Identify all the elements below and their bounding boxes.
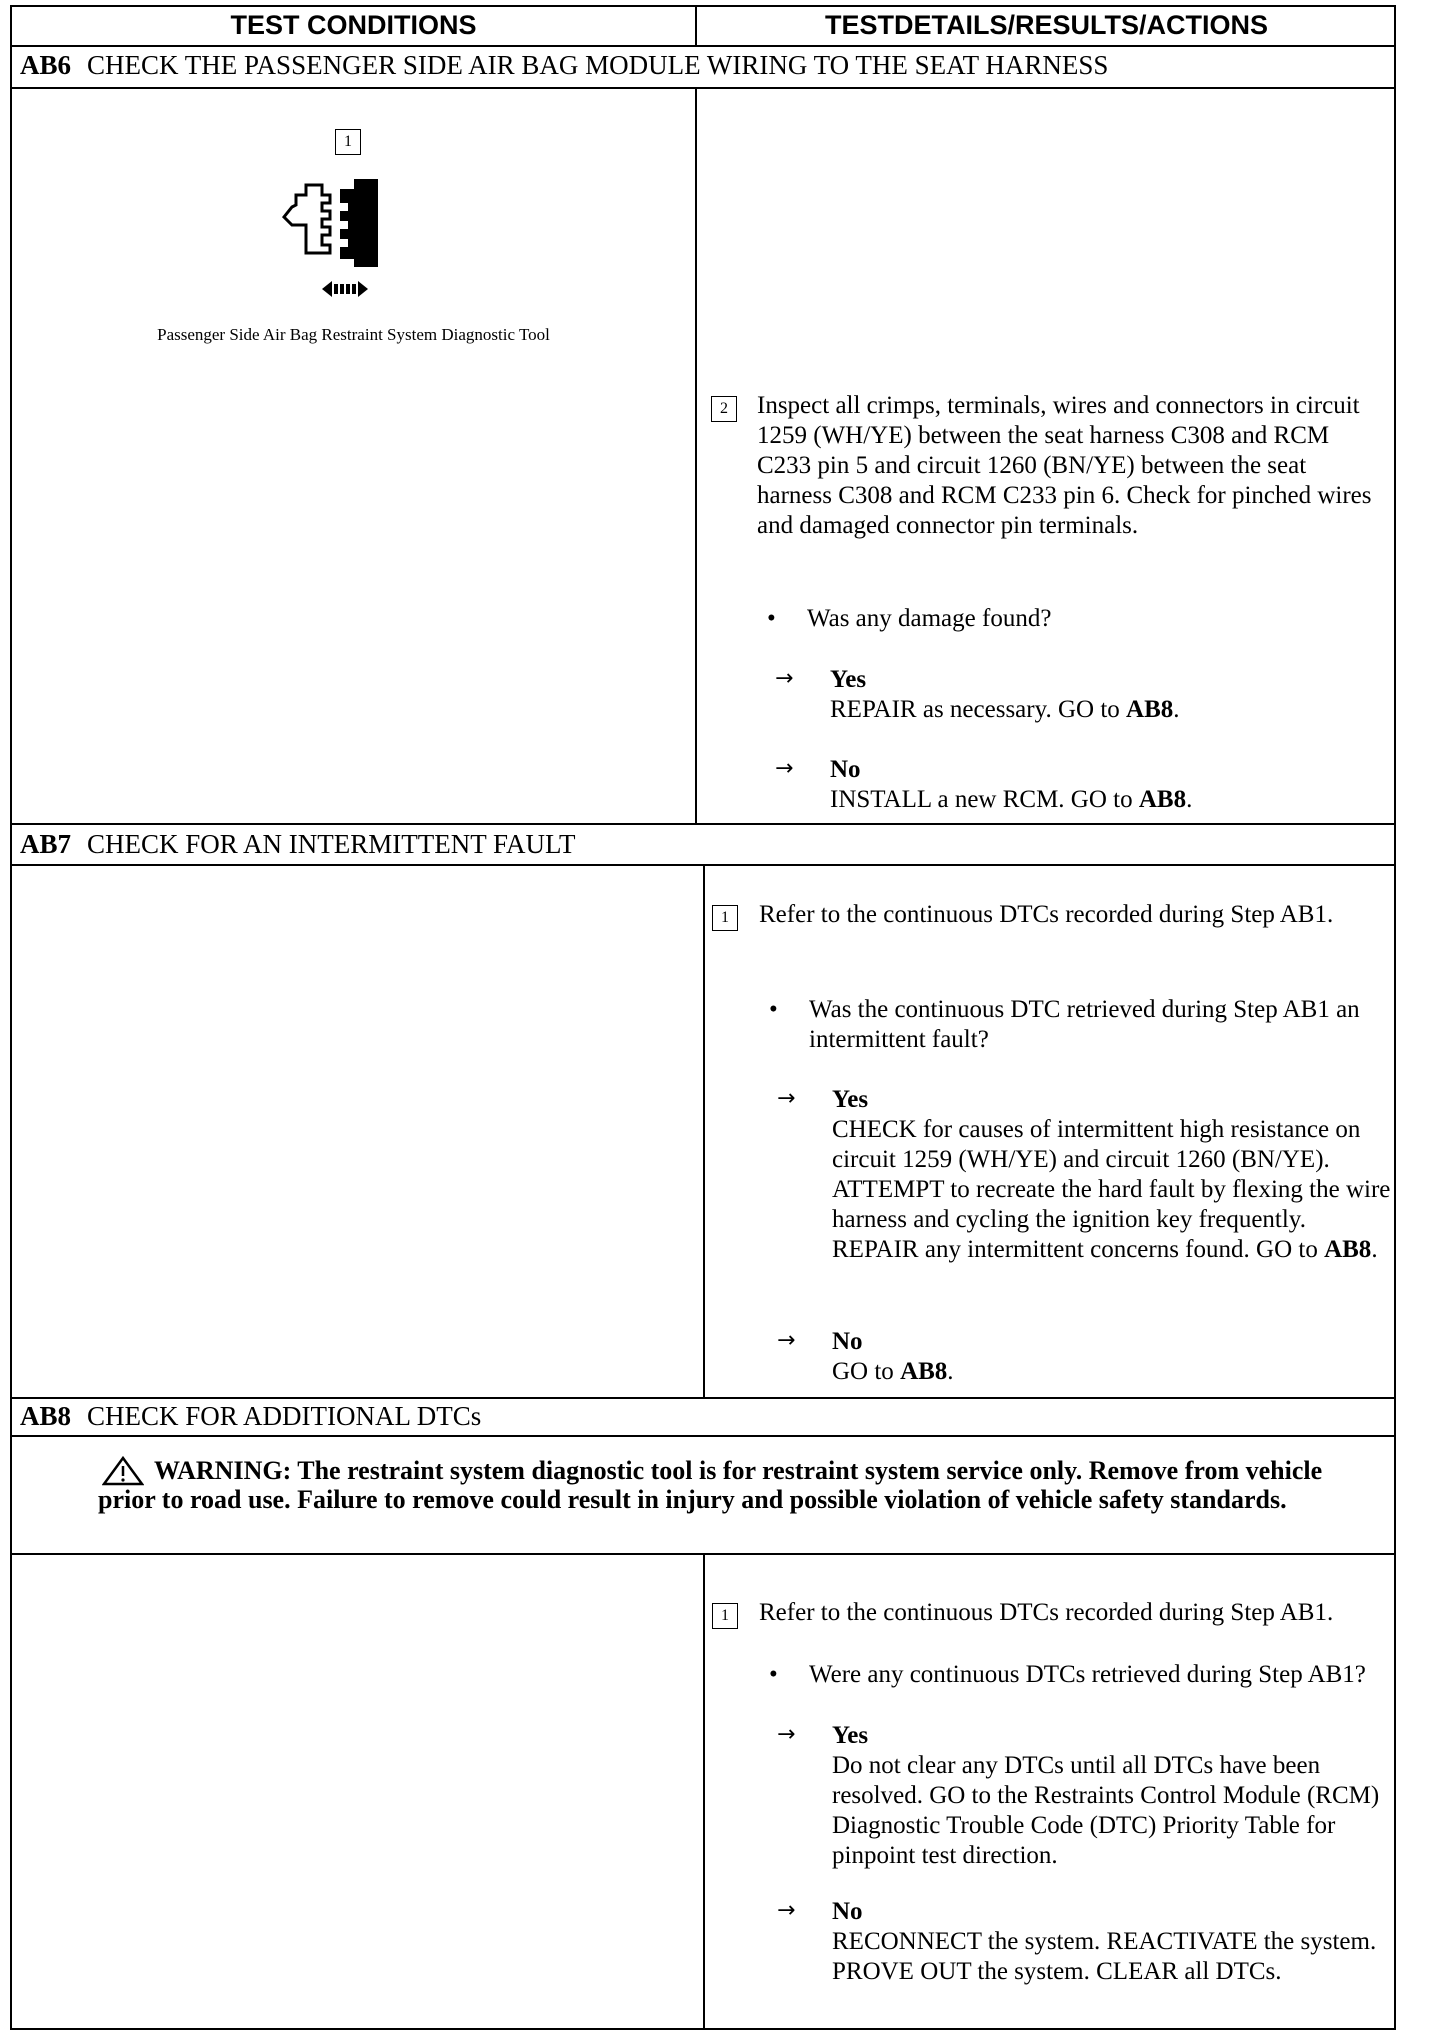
right-arrow-icon: →: [777, 1898, 796, 1923]
bullet-icon: •: [769, 996, 778, 1023]
right-arrow-icon: →: [777, 1328, 796, 1353]
ab8-question: • Were any continuous DTCs retrieved during Step AB1?: [769, 1661, 1366, 1688]
right-arrow-icon: →: [775, 756, 794, 781]
right-arrow-icon: →: [775, 666, 794, 691]
ab8-id: AB8: [20, 1401, 72, 1431]
right-arrow-icon: →: [777, 1086, 796, 1111]
ab7-yes-branch: → Yes CHECK for causes of intermittent high resistance on circuit 1259 (WH/YE) and circuit 1260 (BN/YE). ATTEMPT to recreate the hard fault by flexing the wire harness and cycling the ignition key frequently. REPAIR any intermittent concerns found. GO to AB8.: [777, 1086, 1391, 1263]
ab8-warning: WARNING: The restraint system diagnostic tool is for restraint system service only. Remove from vehicle prior to road use. Failure to remove could result in injury and possible violation of vehicle safety standards.: [98, 1456, 1323, 1514]
ab7-title: CHECK FOR AN INTERMITTENT FAULT: [87, 829, 576, 859]
ab6-step-number: 2: [711, 396, 737, 422]
ab6-no-target[interactable]: AB8: [1138, 786, 1187, 813]
ab6-instruction: Inspect all crimps, terminals, wires and connectors in circuit 1259 (WH/YE) between the seat harness C308 and RCM C233 pin 5 and circuit 1260 (BN/YE) between the seat harness C308 and RCM C233 pin 6. Check for pinched wires and damaged connector pin terminals.: [757, 392, 1372, 539]
diagnostic-sheet: [10, 5, 1396, 2030]
ab7-title-row: [20, 829, 576, 860]
ab7-step-number: 1: [712, 905, 738, 931]
header-test-details: TESTDETAILS/RESULTS/ACTIONS: [824, 10, 1268, 40]
ab7-no-branch: → No GO to AB8.: [777, 1328, 954, 1385]
ab7-no-target[interactable]: AB8: [900, 1358, 948, 1385]
ab7-yes-target[interactable]: AB8: [1324, 1236, 1372, 1263]
ab8-yes-branch: → Yes Do not clear any DTCs until all DTCs have been resolved. GO to the Restraints Control Module (RCM) Diagnostic Trouble Code (DTC) Priority Table for pinpoint test direction.: [777, 1722, 1380, 1869]
ab8-step-number: 1: [712, 1603, 738, 1629]
bullet-icon: •: [767, 605, 776, 632]
ab6-figure-caption: Passenger Side Air Bag Restraint System Diagnostic Tool: [157, 325, 550, 344]
ab7-id: AB7: [20, 829, 72, 859]
right-arrow-icon: →: [777, 1722, 796, 1747]
ab6-figure-number: 1: [335, 129, 361, 155]
ab8-instruction: Refer to the continuous DTCs recorded during Step AB1.: [759, 1599, 1334, 1626]
table-header: [12, 7, 1394, 45]
ab8-title: CHECK FOR ADDITIONAL DTCs: [87, 1401, 482, 1431]
ab8-no-branch: → No RECONNECT the system. REACTIVATE the system. PROVE OUT the system. CLEAR all DTCs.: [777, 1898, 1377, 1985]
ab6-no-branch: → No INSTALL a new RCM. GO to AB8.: [775, 756, 1193, 813]
ab6-question: • Was any damage found?: [767, 605, 1052, 632]
ab6-title-row: [20, 50, 1108, 81]
connector-diagram-icon: [274, 167, 414, 302]
bullet-icon: •: [769, 1661, 778, 1688]
ab6-yes-target[interactable]: AB8: [1126, 696, 1174, 723]
ab6-yes-branch: → Yes REPAIR as necessary. GO to AB8.: [775, 666, 1180, 723]
ab6-title: CHECK THE PASSENGER SIDE AIR BAG MODULE WIRING TO THE SEAT HARNESS: [87, 50, 1109, 80]
ab8-title-row: [20, 1401, 481, 1432]
ab6-id: AB6: [20, 50, 72, 80]
ab7-instruction: Refer to the continuous DTCs recorded during Step AB1.: [759, 901, 1334, 928]
ab7-question: • Was the continuous DTC retrieved during Step AB1 an intermittent fault?: [769, 996, 1360, 1053]
header-test-conditions: TEST CONDITIONS: [230, 10, 477, 40]
